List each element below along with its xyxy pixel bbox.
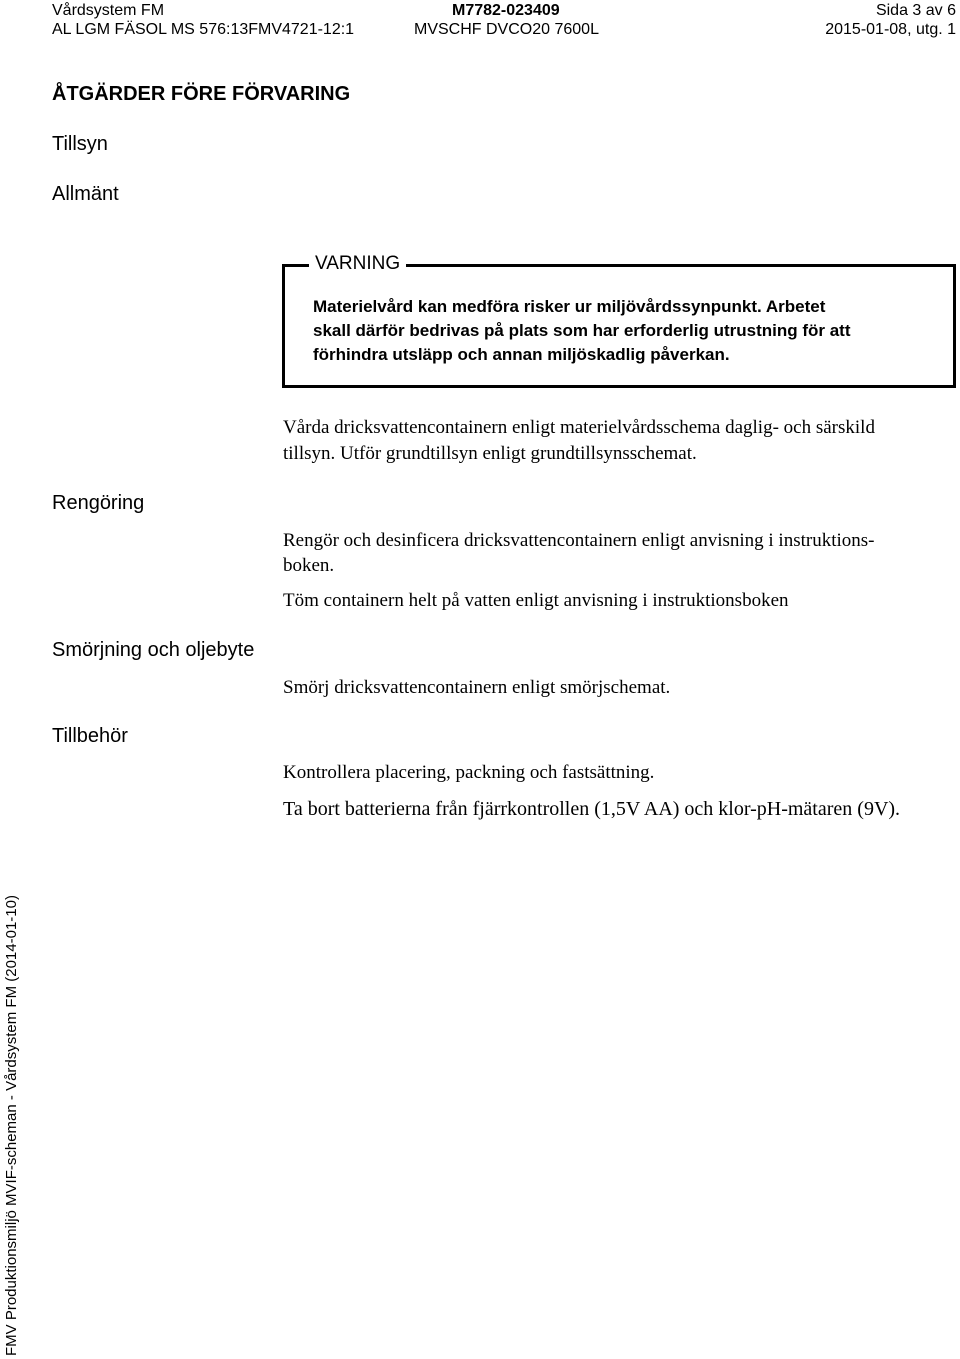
section-heading-rengoring: Rengöring [52,492,145,514]
warning-title: VARNING [309,252,406,276]
tillsyn-text-line: tillsyn. Utför grundtillsyn enligt grundtillsynsschemat. [283,443,697,464]
section-heading-smorjning: Smörjning och oljebyte [52,639,255,661]
header-date-edition: 2015-01-08, utg. 1 [825,21,956,38]
tillbehor-text-line: Ta bort batterierna från fjärrkontrollen (1,5V AA) och klor-pH-mätaren (9V). [283,798,901,820]
smorjning-text-line: Smörj dricksvattencontainern enligt smörjschemat. [283,677,671,698]
warning-box [282,253,956,388]
header-document-number: M7782-023409 [452,2,560,19]
page-title: ÅTGÄRDER FÖRE FÖRVARING [52,83,351,105]
header-page-number: Sida 3 av 6 [875,2,956,19]
header-system-name: Vårdsystem FM [52,2,165,19]
section-heading-tillsyn: Tillsyn [52,133,108,155]
rengoring-text-line: Rengör och desinficera dricksvattencontainern enligt anvisning i instruktions- [283,530,875,551]
warning-text-line: förhindra utsläpp och annan miljöskadlig påverkan. [313,345,730,364]
section-heading-tillbehor: Tillbehör [52,725,128,747]
warning-text [313,295,953,367]
header-document-ref: AL LGM FÄSOL MS 576:13FMV4721-12:1 [52,21,355,38]
tillbehor-text-line: Kontrollera placering, packning och fastsättning. [283,762,655,783]
rengoring-text-line: Töm containern helt på vatten enligt anvisning i instruktionsboken [283,590,789,611]
rengoring-text-line: boken. [283,555,335,576]
side-footer-text: FMV Produktionsmiljö MVIF-scheman - Vårdsystem FM (2014-01-10) [3,895,20,1356]
warning-text-line: skall därför bedrivas på plats som har erforderlig utrustning för att [313,321,851,340]
tillsyn-text-line: Vårda dricksvattencontainern enligt materielvårdsschema daglig- och särskild [283,417,875,438]
section-heading-allmant: Allmänt [52,183,119,205]
header-product-name: MVSCHF DVCO20 7600L [414,21,599,38]
warning-text-line: Materielvård kan medföra risker ur miljövårdssynpunkt. Arbetet [313,297,826,316]
